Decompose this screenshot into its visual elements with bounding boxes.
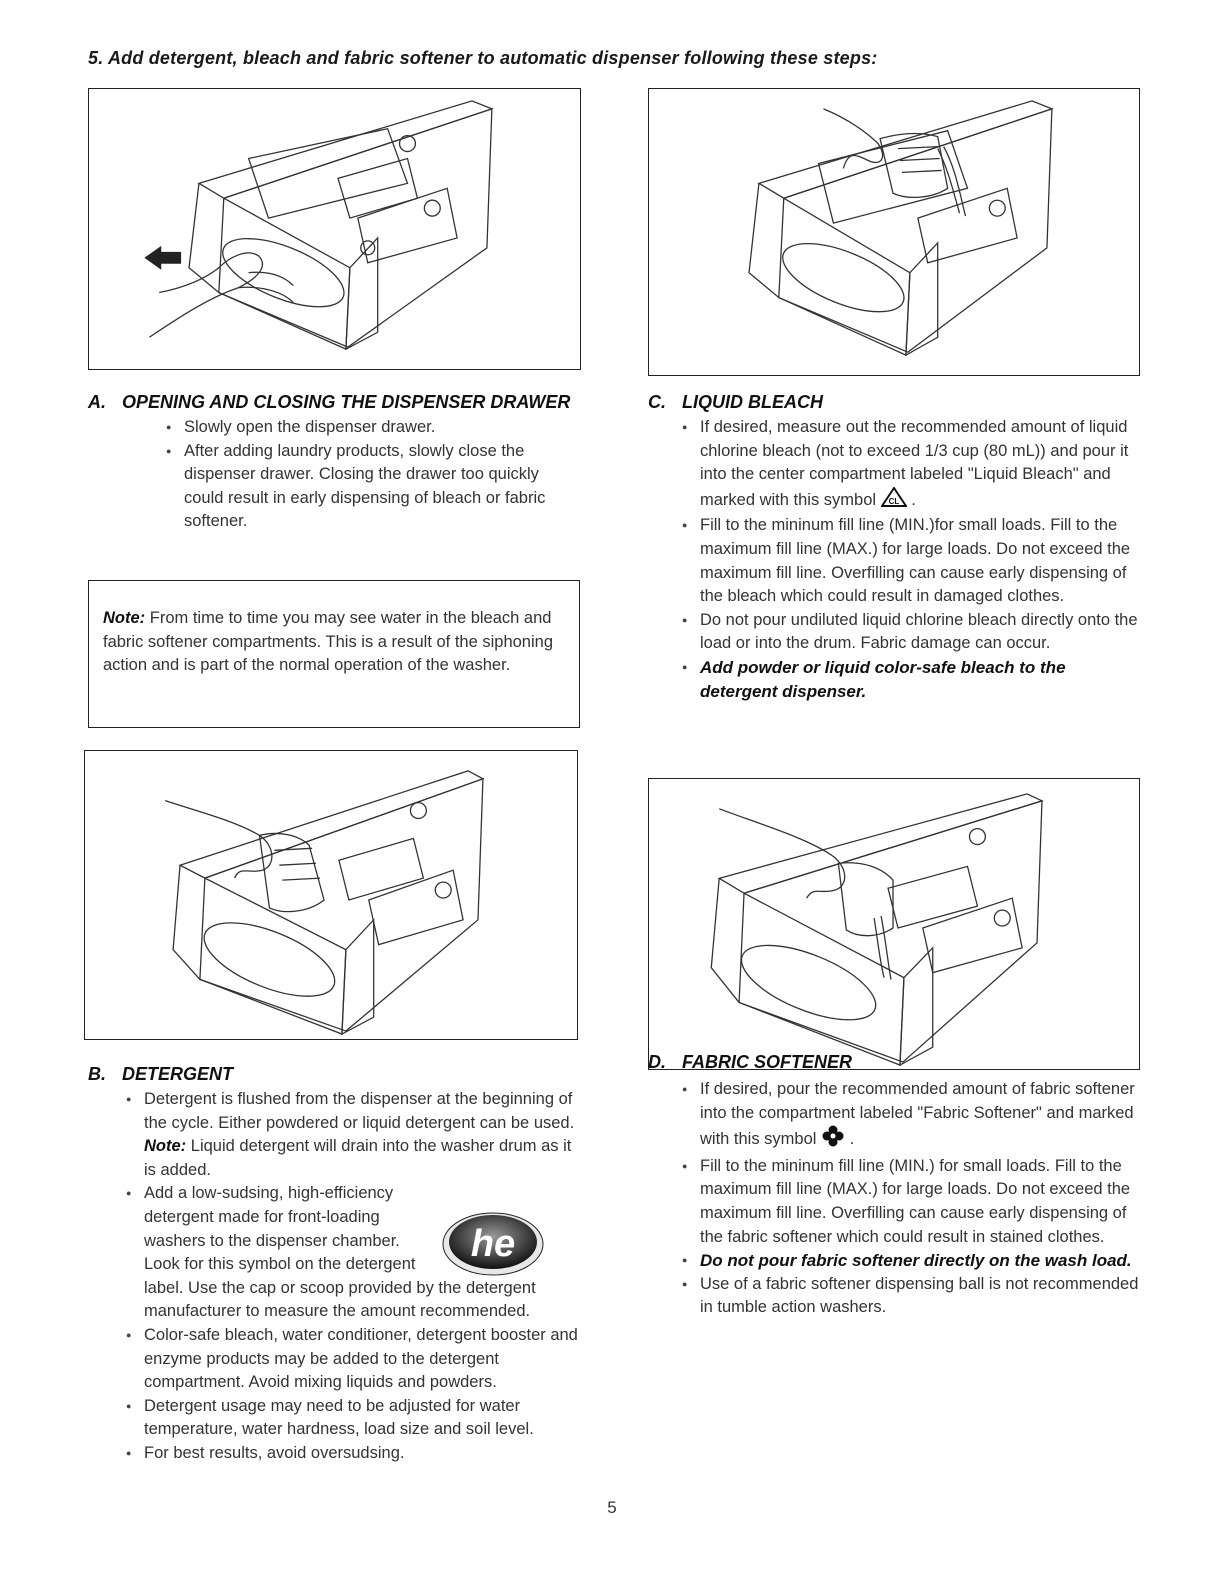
list-item: [680, 416, 1140, 514]
list-item: ● Color-safe bleach, water conditioner, detergent booster and enzyme products may be added to the detergent compartment. Avoid mixing liquids and powders.: [124, 1324, 579, 1395]
note-label: Note:: [103, 609, 146, 627]
detergent-note-text: Liquid detergent will drain into the washer drum as it is added.: [144, 1137, 572, 1179]
bleach-instruction-text: If desired, measure out the recommended amount of liquid chlorine bleach (not to exceed 1/3 cup (80 mL)) and pour it into the center compartment labeled "Liquid Bleach" and marked with this symbol: [700, 418, 1129, 509]
step-heading: 5. Add detergent, bleach and fabric softener to automatic dispenser following these steps:: [88, 48, 878, 68]
list-item: ● Do not pour undiluted liquid chlorine bleach directly onto the load or into the drum. Fabric damage can occur.: [680, 609, 1140, 656]
he-line-3: washers to the dispenser chamber.: [144, 1231, 400, 1250]
fabric-softener-flower-icon: [821, 1125, 845, 1155]
he-logo-icon: [440, 1206, 546, 1278]
list-item: ● Use of a fabric softener dispensing ball is not recommended in tumble action washers.: [680, 1273, 1140, 1320]
list-item: ● For best results, avoid oversudsing.: [124, 1442, 579, 1466]
page-number: 5: [607, 1498, 617, 1517]
list-item: ● Detergent usage may need to be adjusted for water temperature, water hardness, load size and soil level.: [124, 1395, 579, 1442]
figure-adding-detergent: [84, 750, 578, 1040]
section-a-title: [88, 392, 570, 413]
bleach-pouring-illustration: [649, 89, 1139, 375]
section-b-title: [88, 1064, 233, 1085]
list-item: ● After adding laundry products, slowly close the dispenser drawer. Closing the drawer too quickly could result in early dispensing of bleach or fabric softener.: [164, 440, 582, 534]
detergent-info-text: Detergent is flushed from the dispenser at the beginning of the cycle. Either powdered or liquid detergent can be used.: [144, 1090, 575, 1132]
section-d-list: [680, 1078, 1140, 1320]
detergent-note-label: Note:: [144, 1137, 187, 1156]
figure-pouring-bleach: [648, 88, 1140, 376]
list-item: ● Fill to the mininum fill line (MIN.)for small loads. Fill to the maximum fill line (MAX.) for large loads. Do not exceed the maximum fill line. Overfilling can cause early dispensing of the bleach which could result in damaged clothes.: [680, 514, 1140, 608]
he-line-2: detergent made for front-loading: [144, 1207, 380, 1226]
section-d-title: [648, 1052, 852, 1073]
list-item: [124, 1088, 579, 1182]
softener-instruction-text: If desired, pour the recommended amount of fabric softener into the compartment labeled "Fabric Softener" and marked with this symbol: [700, 1080, 1135, 1149]
note-text: From time to time you may see water in the bleach and fabric softener compartments. This is a result of the siphoning action and is part of the normal operation of the washer.: [103, 609, 553, 675]
section-d-heading: FABRIC SOFTENER: [682, 1052, 853, 1072]
drawer-open-illustration: [89, 89, 580, 369]
bleach-symbol-icon: [881, 487, 907, 515]
section-d-letter: D.: [648, 1052, 666, 1072]
list-item-emphasis: ● Add powder or liquid color-safe bleach to the detergent dispenser.: [680, 656, 1140, 703]
section-a-list: [164, 416, 582, 534]
direction-arrow-icon: [144, 246, 181, 270]
section-b-heading: DETERGENT: [122, 1064, 234, 1084]
svg-text:CL: CL: [888, 496, 899, 506]
list-item: ● Fill to the mininum fill line (MIN.) for small loads. Fill to the maximum fill line (MAX.) for large loads. Do not exceed the maximum fill line. Overfilling can cause early dispensing of the fabric softener which could result in stained clothes.: [680, 1155, 1140, 1249]
section-c-letter: C.: [648, 392, 666, 412]
list-item: [680, 1078, 1140, 1155]
section-a-letter: A.: [88, 392, 106, 412]
section-c-list: [680, 416, 1140, 703]
softener-pouring-illustration: [649, 779, 1139, 1069]
list-item: ● Slowly open the dispenser drawer.: [164, 416, 582, 440]
bleach-instruction-end: .: [911, 490, 916, 509]
section-b-letter: B.: [88, 1064, 106, 1084]
svg-text:he: he: [470, 1223, 516, 1265]
he-line-rest: label. Use the cap or scoop provided by the detergent manufacturer to measure the amount recommended.: [144, 1278, 536, 1321]
list-item-emphasis: ● Do not pour fabric softener directly on the wash load.: [680, 1249, 1140, 1273]
section-c-title: [648, 392, 823, 413]
note-box: [88, 580, 580, 728]
detergent-scoop-illustration: [85, 751, 577, 1039]
softener-instruction-end: .: [849, 1130, 855, 1149]
he-line-4: Look for this symbol on the detergent: [144, 1255, 416, 1274]
section-c-heading: LIQUID BLEACH: [682, 392, 823, 412]
section-a-heading: OPENING AND CLOSING THE DISPENSER DRAWER: [122, 392, 571, 412]
figure-opening-drawer: [88, 88, 581, 370]
figure-adding-softener: [648, 778, 1140, 1070]
he-line-1: ● Add a low-sudsing, high-efficiency: [144, 1184, 394, 1203]
